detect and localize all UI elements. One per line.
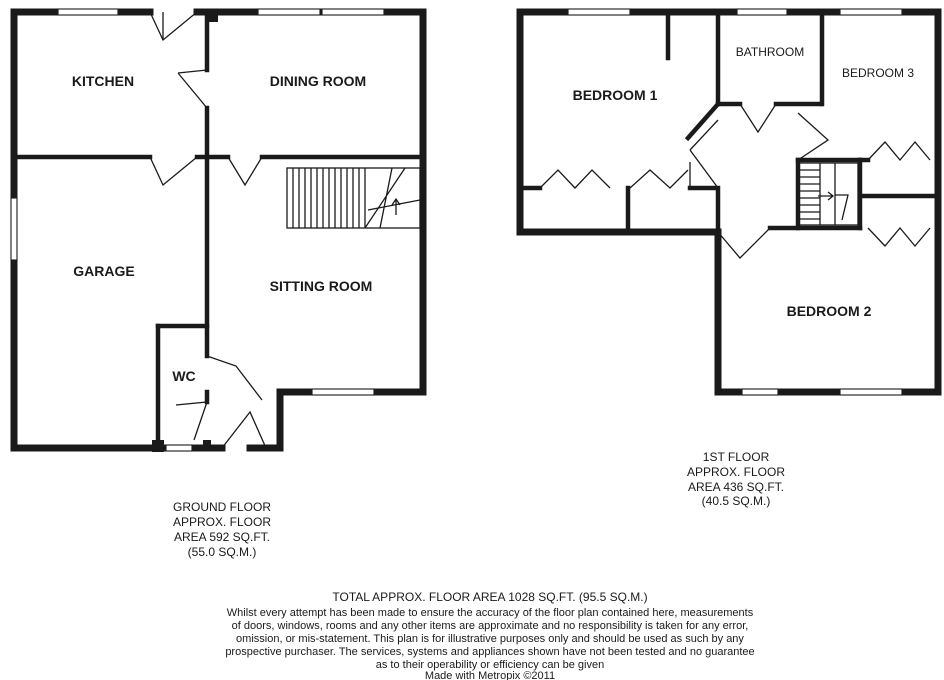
kitchen-back-door [150,12,197,40]
bedroom1-wardrobe-right [630,170,688,188]
first-floor-area [687,450,785,508]
wall-pier [203,440,211,450]
garage-side-window [11,198,17,260]
disclaimer-line: of doors, windows, rooms and any other items are approximate and no responsibility is taken for any error, [231,620,749,632]
room-label-bedroom-1: BEDROOM 1 [572,87,658,103]
bedroom2-door [718,228,770,258]
room-label-bedroom-3: BEDROOM 3 [841,66,915,80]
first-floor-plan [520,9,938,508]
svg-text:GROUND FLOOR: GROUND FLOOR [172,500,272,514]
ground-floor-plan [11,9,423,559]
room-label-bedroom-2: BEDROOM 2 [786,303,872,319]
plan-footer [225,590,754,680]
svg-text:1ST FLOOR: 1ST FLOOR [702,450,770,464]
kitchen-garage-door [150,157,197,185]
room-label-kitchen: KITCHEN [71,73,135,89]
room-label-garage: GARAGE [73,263,135,279]
room-label-sitting-room: SITTING ROOM [269,278,373,294]
front-door [222,412,266,448]
dining-sitting-door [228,157,262,185]
disclaimer-line: omission, or mis-statement. This plan is for illustrative purposes only and should be used as such by any [236,633,744,645]
svg-text:APPROX. FLOOR: APPROX. FLOOR [686,465,786,479]
svg-text:APPROX. FLOOR: APPROX. FLOOR [172,515,272,529]
svg-text:(55.0 SQ.M.): (55.0 SQ.M.) [187,545,257,559]
credit: Made with Metropix ©2011 [424,670,556,680]
disclaimer-line: Whilst every attempt has been made to ensure the accuracy of the floor plan contained here, measurements [226,607,754,619]
svg-text:AREA 436 SQ.FT.: AREA 436 SQ.FT. [687,480,785,494]
svg-text:(40.5 SQ.M.): (40.5 SQ.M.) [701,494,771,508]
wc-window [166,445,192,451]
bedroom3-window [840,9,902,15]
svg-text:AREA 592 SQ.FT.: AREA 592 SQ.FT. [173,530,271,544]
bedroom2-window-left [742,389,778,395]
room-label-dining-room: DINING ROOM [269,73,367,89]
total-area: TOTAL APPROX. FLOOR AREA 1028 SQ.FT. (95.5 SQ.M.) [332,590,648,604]
dining-window-right [322,9,384,15]
room-label-wc: WC [172,368,196,384]
bedroom1-wardrobe-left [540,170,610,188]
bathroom-window [737,9,787,15]
sitting-hall-door [207,356,262,400]
kitchen-dining-door [178,70,207,108]
dining-window-left [258,9,320,15]
wc-door [176,402,207,440]
ground-floor-staircase [287,168,420,228]
stair-arrow-icon [392,199,400,215]
room-label-bathroom: BATHROOM [735,45,805,59]
bedroom3-door [798,113,828,160]
bedroom2-window-right [840,389,902,395]
disclaimer-line: as to their operability or efficiency can be given [375,659,605,671]
disclaimer-line: prospective purchaser. The services, systems and appliances shown have not been tested and no guarantee [225,646,755,658]
wall-pier [206,10,218,22]
bathroom-door [740,104,776,132]
kitchen-window [58,9,118,15]
first-floor-staircase [798,163,858,225]
bedroom2-wardrobe [868,228,930,246]
ground-floor-area [173,500,271,559]
sitting-window [312,389,374,395]
bedroom3-wardrobe [868,142,930,160]
bedroom1-window [568,9,630,15]
wall-pier [152,440,164,452]
